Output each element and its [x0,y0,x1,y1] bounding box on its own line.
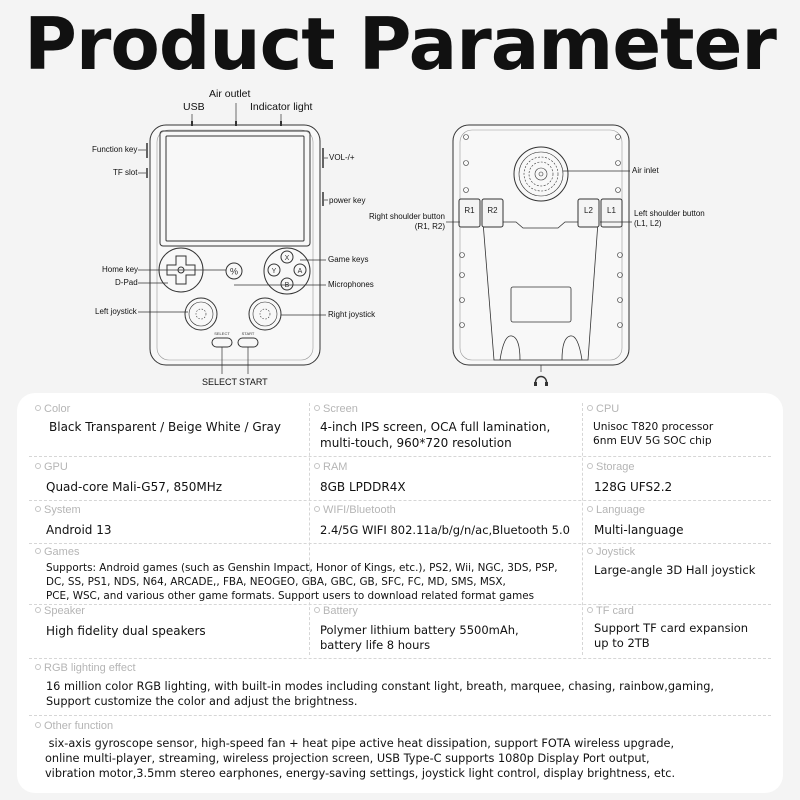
spec-rgb-lighting: RGB lighting effect 16 million color RGB lighting, with built-in modes including constant light, breath, marquee, chasing, rainbow,gaming, Support customize the color and adjust the brightness. [35,662,775,709]
right-shoulder-label: Right shoulder button (R1, R2) [368,212,445,231]
indicator-light-label: Indicator light [250,101,313,113]
spec-wifi-bluetooth: WIFI/Bluetooth 2.4/5G WIFI 802.11a/b/g/n/ac,Bluetooth 5.0 [314,504,570,538]
spec-speaker: Speaker High fidelity dual speakers [35,605,206,639]
spec-system: System Android 13 [35,504,111,538]
left-joystick-label: Left joystick [95,307,137,316]
svg-text:R1: R1 [464,206,475,215]
svg-text:SELECT: SELECT [214,331,230,336]
svg-text:L1: L1 [607,206,616,215]
page-title: Product Parameter [24,2,776,86]
spec-language: Language Multi-language [587,504,684,538]
spec-gpu: GPU Quad-core Mali-G57, 850MHz [35,461,222,495]
microphones-label: Microphones [328,280,374,289]
right-joystick-label: Right joystick [328,310,376,319]
spec-panel [17,393,783,793]
svg-text:L2: L2 [584,206,593,215]
left-shoulder-label: Left shoulder button (L1, L2) [634,209,705,228]
spec-color: Color Black Transparent / Beige White / Gray [35,403,281,435]
back-view [446,125,632,386]
spec-cpu: CPU Unisoc T820 processor 6nm EUV 5G SOC chip [587,403,713,448]
svg-text:%: % [229,266,239,277]
svg-text:B: B [284,282,290,289]
air-outlet-label: Air outlet [209,88,251,100]
start-label: START [239,377,268,387]
spec-ram: RAM 8GB LPDDR4X [314,461,406,495]
function-key-label: Function key [92,145,138,154]
home-key-label: Home key [102,265,139,274]
select-label: SELECT [202,377,238,387]
dpad-label: D-Pad [115,278,138,287]
spec-other-function: Other function six-axis gyroscope sensor, high-speed fan + heat pipe active heat dissipation, support FOTA wireless upgrade, online multi-player, streaming, wireless projection screen, USB Type-C supports 1080p Display Port output, vibration motor,3.5mm stereo earphones, energy-saving settings, joystick light control, display brightness, etc. [35,720,775,781]
game-keys-label: Game keys [328,255,369,264]
tf-slot-label: TF slot [113,168,138,177]
spec-storage: Storage 128G UFS2.2 [587,461,672,495]
power-key-label: power key [329,196,366,205]
usb-label: USB [183,101,205,113]
svg-text:R2: R2 [487,206,498,215]
device-diagram [0,88,800,393]
svg-text:START: START [241,331,255,336]
spec-games: Games Supports: Android games (such as Genshin Impact, Honor of Kings, etc.), PS2, Wii, NGC, 3DS, PSP, DC, SS, PS1, NDS, N64, ARCADE,, FBA, NEOGEO, GBA, GBC, GB, SFC, FC, MD, SMS, MSX, PCE, WSC, and various other game formats. Support users to download related format games [35,546,580,603]
spec-joystick: Joystick Large-angle 3D Hall joystick [587,546,755,578]
spec-battery: Battery Polymer lithium battery 5500mAh, battery life 8 hours [314,605,519,653]
air-inlet-label: Air inlet [632,166,659,175]
front-view [138,103,328,374]
vol-label: VOL-/+ [329,153,355,162]
headphone-jack-icon [534,365,548,386]
spec-tf-card: TF card Support TF card expansion up to 2TB [587,605,748,651]
svg-text:A: A [297,268,303,275]
svg-text:Y: Y [271,268,277,275]
spec-screen: Screen 4-inch IPS screen, OCA full lamination, multi-touch, 960*720 resolution [314,403,574,451]
svg-text:X: X [284,255,290,262]
